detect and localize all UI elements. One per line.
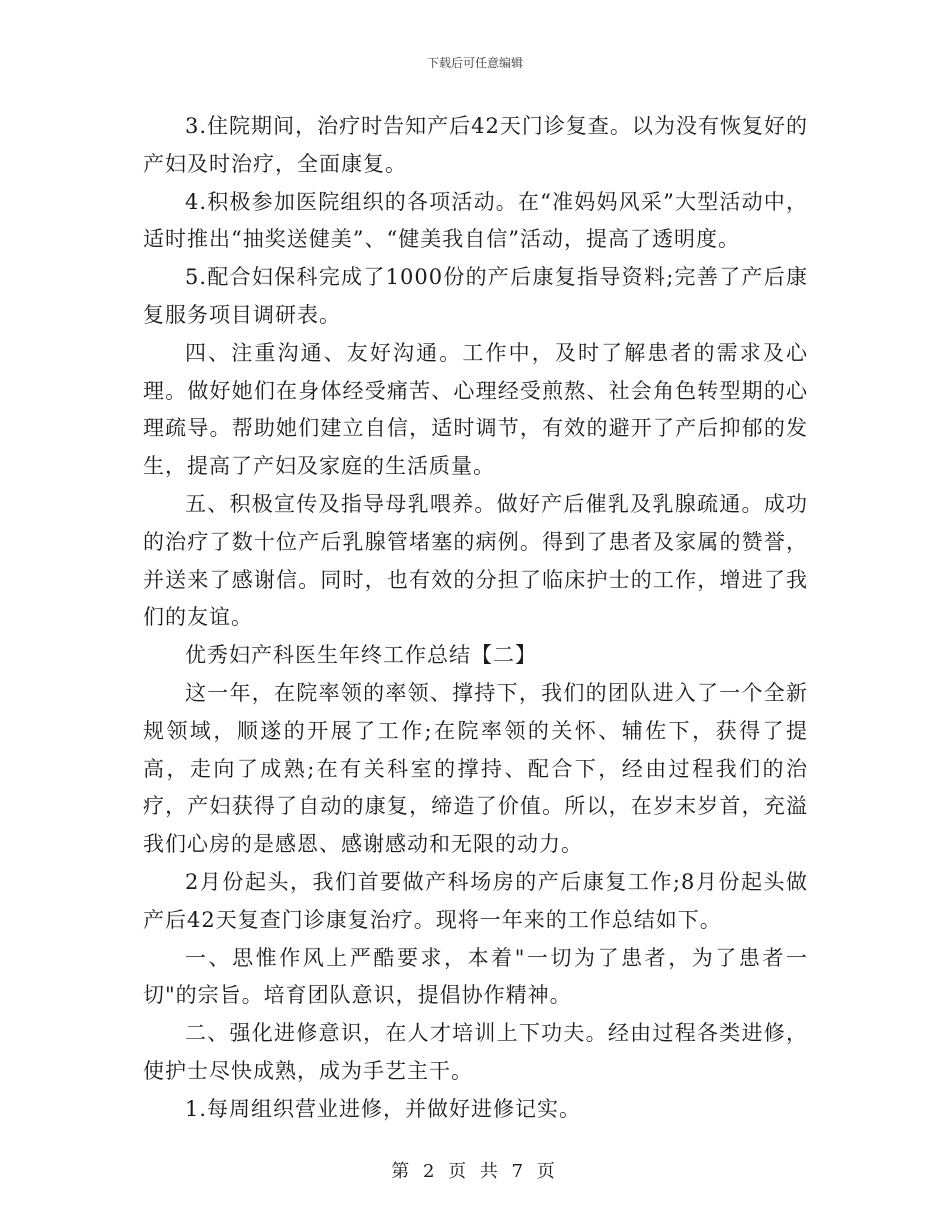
paragraph-section-one: 一、思惟作风上严酷要求，本着"一切为了患者，为了患者一切"的宗旨。培育团队意识，提倡协作精神。 <box>143 945 808 1008</box>
paragraph-section-four: 四、注重沟通、友好沟通。工作中，及时了解患者的需求及心理。做好她们在身体经受痛苦、心理经受煎熬、社会角色转型期的心理疏导。帮助她们建立自信，适时调节，有效的避开了产后抑郁的发生，提高了产妇及家庭的生活质量。 <box>143 340 808 479</box>
page-header: 下载后可任意编辑 <box>426 56 523 70</box>
page-footer: 第 2 页 共 7 页 <box>391 1161 559 1182</box>
section-title: 优秀妇产科医生年终工作总结【二】 <box>185 643 537 668</box>
paragraph-section-five: 五、积极宣传及指导母乳喂养。做好产后催乳及乳腺疏通。成功的治疗了数十位产后乳腺管堵塞的病例。得到了患者及家属的赞誉，并送来了感谢信。同时，也有效的分担了临床护士的工作，增进了我们的友谊。 <box>143 491 808 630</box>
paragraph-section-two: 二、强化进修意识，在人才培训上下功夫。经由过程各类进修，使护士尽快成熟，成为手艺主干。 <box>143 1021 808 1083</box>
paragraph-item-1: 1.每周组织营业进修，并做好进修记实。 <box>185 1096 582 1121</box>
paragraph-item-3: 3.住院期间，治疗时告知产后42天门诊复查。以为没有恢复好的产妇及时治疗，全面康复。 <box>143 114 808 176</box>
paragraph-intro: 这一年，在院率领的率领、撑持下，我们的团队进入了一个全新规领域，顺遂的开展了工作;在院率领的关怀、辅佐下，获得了提高，走向了成熟;在有关科室的撑持、配合下，经由过程我们的治疗，产妇获得了自动的康复，缔造了价值。所以，在岁末岁首，充溢我们心房的是感恩、感谢感动和无限的动力。 <box>143 680 808 857</box>
paragraph-item-4: 4.积极参加医院组织的各项活动。在“准妈妈风采”大型活动中，适时推出“抽奖送健美”、“健美我自信”活动，提高了透明度。 <box>143 189 808 252</box>
paragraph-overview: 2月份起头，我们首要做产科场房的产后康复工作;8月份起头做产后42天复查门诊康复治疗。现将一年来的工作总结如下。 <box>143 869 808 932</box>
paragraph-item-5: 5.配合妇保科完成了1000份的产后康复指导资料;完善了产后康复服务项目调研表。 <box>143 265 808 327</box>
document-body <box>143 108 808 1129</box>
